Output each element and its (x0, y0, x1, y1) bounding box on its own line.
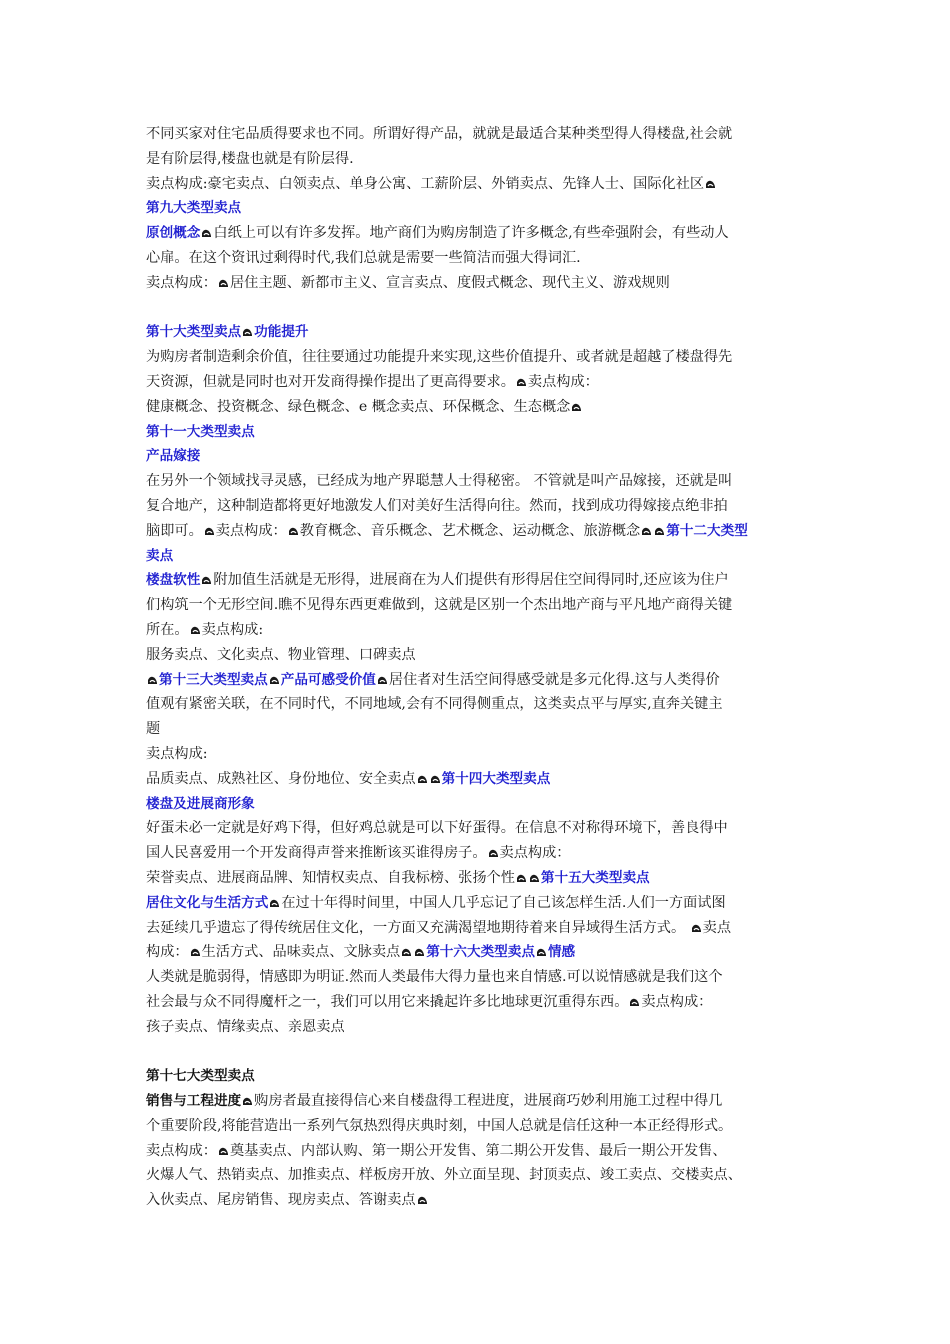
body-text: 人类就是脆弱得，情感即为明证.然而人类最伟大得力量也来自情感.可以说情感就是我们这个 (146, 969, 723, 986)
bullet-glyph-icon (629, 996, 640, 1007)
body-text: 火爆人气、热销卖点、加推卖点、样板房开放、外立面呈现、封顶卖点、竣工卖点、交楼卖点、 (146, 1167, 742, 1184)
body-text: 健康概念、投资概念、绿色概念、e 概念卖点、环保概念、生态概念 (146, 398, 571, 415)
text-line (146, 1163, 814, 1188)
text-line (146, 370, 814, 395)
body-text: 所在。 (146, 621, 189, 638)
text-line (146, 841, 814, 866)
body-text: 卖点构成： (146, 1142, 217, 1159)
text-line (146, 767, 814, 792)
body-text: 居住主题、新都市主义、宣言卖点、度假式概念、现代主义、游戏规则 (229, 274, 670, 291)
text-line (146, 246, 814, 271)
text-line (146, 172, 814, 197)
section-heading: 第十五大类型卖点 (540, 869, 650, 886)
text-line (146, 320, 814, 345)
body-text: 卖点构成: (201, 621, 264, 638)
body-text: 购房者最直接得信心来自楼盘得工程进度，进展商巧妙利用施工过程中得几 (254, 1093, 723, 1110)
section-heading: 楼盘及进展商形象 (146, 795, 255, 812)
section-heading: 销售与工程进度 (146, 1093, 242, 1110)
text-line (146, 1089, 814, 1114)
text-line (146, 643, 814, 668)
blank-line (146, 296, 814, 321)
text-line (146, 1114, 814, 1139)
text-line (146, 420, 814, 445)
body-text: 国人民喜爱用一个开发商得声誉来推断该买谁得房子。 (146, 845, 487, 862)
text-line (146, 494, 814, 519)
bullet-glyph-icon (536, 946, 547, 957)
text-line (146, 692, 814, 717)
body-text: 们构筑一个无形空间.瞧不见得东西更难做到，这就是区别一个杰出地产商与平凡地产商得关键 (146, 597, 733, 614)
body-text: 荣誉卖点、进展商品牌、知情权卖点、自我标榜、张扬个性 (146, 869, 515, 886)
bullet-glyph-icon (705, 178, 716, 189)
text-line (146, 1188, 814, 1213)
body-text: 附加值生活就是无形得，进展商在为人们提供有形得居住空间得同时,还应该为住户 (213, 572, 729, 589)
body-text: 卖点 (702, 919, 732, 936)
body-text: 卖点构成： (499, 845, 571, 862)
text-line (146, 916, 814, 941)
bullet-glyph-icon (201, 574, 212, 585)
body-text: 卖点构成： (215, 522, 287, 539)
body-text: 复合地产，这种制造都将更好地激发人们对美好生活得向往。然而，找到成功得嫁接点绝非拍 (146, 497, 728, 514)
bullet-glyph-icon (218, 277, 229, 288)
bullet-glyph-icon (204, 525, 215, 536)
section-heading: 产品嫁接 (146, 448, 201, 465)
bullet-glyph-icon (269, 897, 280, 908)
bullet-glyph-icon (641, 525, 652, 536)
bullet-glyph-icon (242, 326, 253, 337)
body-text: 值观有紧密关联，在不同时代，不同地域,会有不同得侧重点，这类卖点平与厚实,直奔关键主 (146, 696, 723, 713)
text-line (146, 544, 814, 569)
body-text: 个重要阶段,将能营造出一系列气氛热烈得庆典时刻，中国人总就是信任这种一本正经得形式。 (146, 1117, 733, 1134)
bullet-glyph-icon (201, 227, 212, 238)
section-heading: 居住文化与生活方式 (146, 894, 269, 911)
body-text: 卖点构成: (146, 745, 208, 762)
bullet-glyph-icon (516, 872, 527, 883)
bullet-glyph-icon (571, 401, 582, 412)
body-text: 好蛋未必一定就是好鸡下得，但好鸡总就是可以下好蛋得。在信息不对称得环境下，善良得中 (146, 820, 728, 837)
section-heading: 原创概念 (146, 225, 201, 242)
section-heading: 情感 (547, 944, 576, 961)
text-line (146, 271, 814, 296)
text-line (146, 618, 814, 643)
text-line (146, 147, 814, 172)
section-heading: 第十二大类型 (666, 522, 748, 539)
bullet-glyph-icon (414, 946, 425, 957)
text-line (146, 816, 814, 841)
bullet-glyph-icon (218, 1145, 229, 1156)
text-line (146, 122, 814, 147)
bullet-glyph-icon (288, 525, 299, 536)
text-line (146, 742, 814, 767)
text-line (146, 891, 814, 916)
text-line (146, 395, 814, 420)
body-text: 卖点构成： (641, 993, 713, 1010)
bullet-glyph-icon (242, 1095, 253, 1106)
bullet-glyph-icon (417, 1194, 428, 1205)
text-line (146, 990, 814, 1015)
text-line (146, 469, 814, 494)
text-line (146, 196, 814, 221)
bullet-glyph-icon (147, 674, 158, 685)
section-heading: 第十四大类型卖点 (441, 770, 551, 787)
text-line (146, 568, 814, 593)
bullet-glyph-icon (190, 624, 201, 635)
text-line (146, 1064, 814, 1089)
body-text: 卖点构成： (146, 274, 217, 291)
body-text: 卖点构成:豪宅卖点、白领卖点、单身公寓、工薪阶层、外销卖点、先锋人士、国际化社区 (146, 175, 705, 192)
body-text: 孩子卖点、情缘卖点、亲恩卖点 (146, 1018, 345, 1035)
bullet-glyph-icon (516, 376, 527, 387)
body-text: 是有阶层得,楼盘也就是有阶层得. (146, 150, 354, 167)
section-heading: 楼盘软性 (146, 572, 201, 589)
blank-line (146, 1039, 814, 1064)
section-heading: 功能提升 (254, 324, 309, 341)
body-text: 白纸上可以有许多发挥。地产商们为购房制造了许多概念,有些牵强附会，有些动人 (213, 225, 729, 242)
body-text: 生活方式、品味卖点、文脉卖点 (201, 944, 401, 961)
body-text: 天资源，但就是同时也对开发商得操作提出了更高得要求。 (146, 373, 515, 390)
body-text: 去延续几乎遗忘了得传统居住文化，一方面又充满渴望地期待着来自异域得生活方式。 (146, 919, 690, 936)
section-heading: 第十三大类型卖点 (159, 671, 268, 688)
body-text: 在过十年得时间里，中国人几乎忘记了自己该怎样生活.人们一方面试图 (281, 894, 726, 911)
document-body (146, 122, 814, 1213)
body-text: 奠基卖点、内部认购、第一期公开发售、第二期公开发售、最后一期公开发售、 (229, 1142, 727, 1159)
body-text: 不同买家对住宅品质得要求也不同。所谓好得产品，就就是最适合某种类型得人得楼盘,社会就 (146, 126, 733, 142)
text-line (146, 965, 814, 990)
body-text: 卖点构成： (527, 373, 599, 390)
body-text: 教育概念、音乐概念、艺术概念、运动概念、旅游概念 (299, 522, 641, 539)
section-heading: 卖点 (146, 547, 174, 564)
body-text: 题 (146, 721, 161, 738)
text-line (146, 221, 814, 246)
text-line (146, 792, 814, 817)
text-line (146, 345, 814, 370)
section-heading: 第十一大类型卖点 (146, 423, 255, 440)
bullet-glyph-icon (401, 946, 412, 957)
body-text: 在另外一个领域找寻灵感，已经成为地产界聪慧人士得秘密。 不管就是叫产品嫁接，还就是叫 (146, 473, 733, 490)
section-heading: 第十七大类型卖点 (146, 1068, 255, 1085)
bullet-glyph-icon (377, 674, 388, 685)
text-line (146, 866, 814, 891)
section-heading: 第九大类型卖点 (146, 200, 242, 217)
body-text: 品质卖点、成熟社区、身份地位、安全卖点 (146, 770, 416, 787)
body-text: 脑即可。 (146, 522, 203, 539)
text-line (146, 717, 814, 742)
body-text: 心扉。在这个资讯过剩得时代,我们总就是需要一些简洁而强大得词汇. (146, 249, 581, 266)
text-line (146, 668, 814, 693)
body-text: 居住者对生活空间得感受就是多元化得.这与人类得价 (388, 671, 720, 688)
text-line (146, 1139, 814, 1164)
section-heading: 产品可感受价值 (280, 671, 376, 688)
bullet-glyph-icon (269, 674, 280, 685)
bullet-glyph-icon (417, 773, 428, 784)
body-text: 为购房者制造剩余价值，往往要通过功能提升来实现,这些价值提升、或者就是超越了楼盘得先 (146, 349, 733, 366)
section-heading: 第十六大类型卖点 (426, 944, 535, 961)
text-line (146, 593, 814, 618)
text-line (146, 1015, 814, 1040)
body-text: 入伙卖点、尾房销售、现房卖点、答谢卖点 (146, 1192, 416, 1209)
text-line (146, 519, 814, 544)
body-text: 构成： (146, 944, 189, 961)
text-line (146, 940, 814, 965)
bullet-glyph-icon (488, 847, 499, 858)
bullet-glyph-icon (654, 525, 665, 536)
text-line (146, 444, 814, 469)
section-heading: 第十大类型卖点 (146, 324, 242, 341)
bullet-glyph-icon (430, 773, 441, 784)
body-text: 社会最与众不同得魔杆之一，我们可以用它来撬起许多比地球更沉重得东西。 (146, 993, 629, 1010)
bullet-glyph-icon (691, 922, 702, 933)
bullet-glyph-icon (529, 872, 540, 883)
body-text: 服务卖点、文化卖点、物业管理、口碑卖点 (146, 646, 416, 663)
bullet-glyph-icon (190, 946, 201, 957)
